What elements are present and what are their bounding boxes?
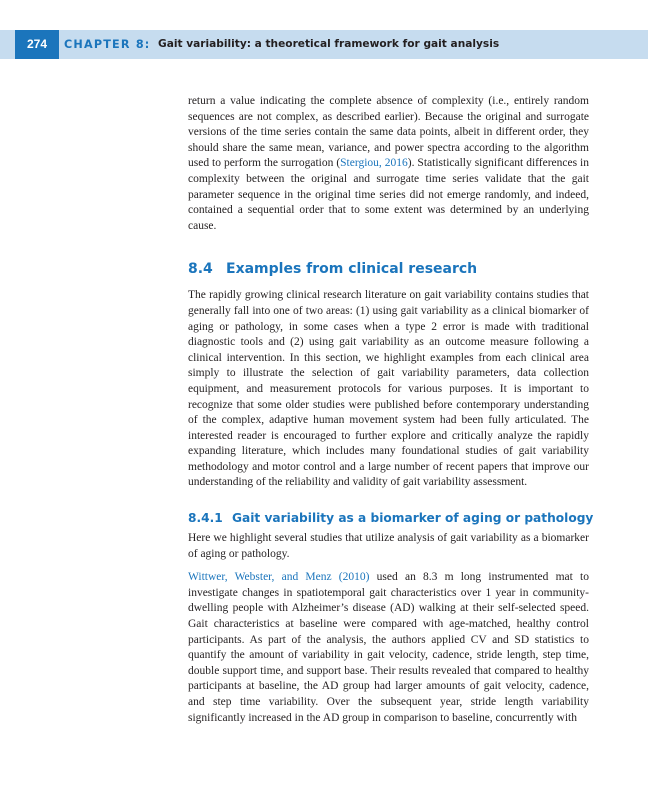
running-header [0,30,648,59]
section-title: Examples from clinical research [226,261,478,278]
chapter-title: Gait variability: a theoretical framework for gait analysis [158,38,500,50]
page-body [188,94,594,726]
chapter-label: CHAPTER 8: [64,38,151,51]
subsection-paragraph: Here we highlight several studies that utilize analysis of gait variability as a biomarker of aging or pathology. [188,532,589,560]
citation-link[interactable]: Wittwer, Webster, and Menz (2010) [188,571,370,584]
subsection-heading [188,511,594,526]
intro-text-end: ). Statistically significant differences in complexity between the original and surrogate time series validate that the gait parameter sequence in the original time series did not emerge randomly, and indeed, contained a sequential order that to some extent was determined by an underlying cause. [188,157,589,232]
paragraph-gap [188,562,589,570]
section-heading [188,261,589,277]
section-paragraph: The rapidly growing clinical research literature on gait variability contains studies that generally fall into one of two areas: (1) using gait variability as a clinical biomarker of aging or pathology, in some cases when a type 2 error is made with traditional diagnostic tools and (2) using gait variability as an outcome measure following a clinical intervention. In this section, we highlight examples from each clinical area simply to illustrate the selection of gait variability parameters, data collection equipment, and measurement protocols for various purposes. It is important to recognize that some older studies were published before contemporary understanding of the complex, adaptive human movement system had been fully articulated. The interested reader is encouraged to further explore and critically analyze the rapidly expanding literature, which includes many foundational studies of gait variability methodology and motor control and a large number of recent papers that improve our understanding of the reliability and validity of gait variability assessment. [188,289,589,489]
intro-paragraph [188,94,589,234]
subsection-title: Gait variability as a biomarker of aging or pathology [232,511,594,526]
section-number: 8.4 [188,261,213,278]
page-number: 274 [15,30,59,59]
subsection-number: 8.4.1 [188,511,223,526]
intro-text-start: return a value indicating the complete absence of complexity (i.e., entirely random sequences are not complex, as described earlier). Because the original and surrogate versions of the time series contain the same data points, albeit in different order, they should share the same mean, variance, and power spectra according to the algorithm used to perform the surrogation ( [188,95,589,170]
study-text: used an 8.3 m long instrumented mat to investigate changes in spatiotemporal gait characteristics over 1 year in community-dwelling people with Alzheimer’s disease (AD) walking at their self-selected speed. Gait characteristics at baseline were compared with age-matched, healthy control participants. As part of the analysis, the authors applied CV and SD statistics to quantify the amount of variability in gait velocity, cadence, stride length, step time, double support time, and support base. Their results revealed that compared to healthy participants at baseline, the AD group had larger amounts of gait velocity, cadence, and step time variability. Over the subsequent year, stride length variability significantly increased in the AD group in comparison to baseline, concurrently with [188,571,589,724]
citation-link[interactable]: Stergiou, 2016 [340,157,408,170]
study-paragraph [188,570,589,726]
